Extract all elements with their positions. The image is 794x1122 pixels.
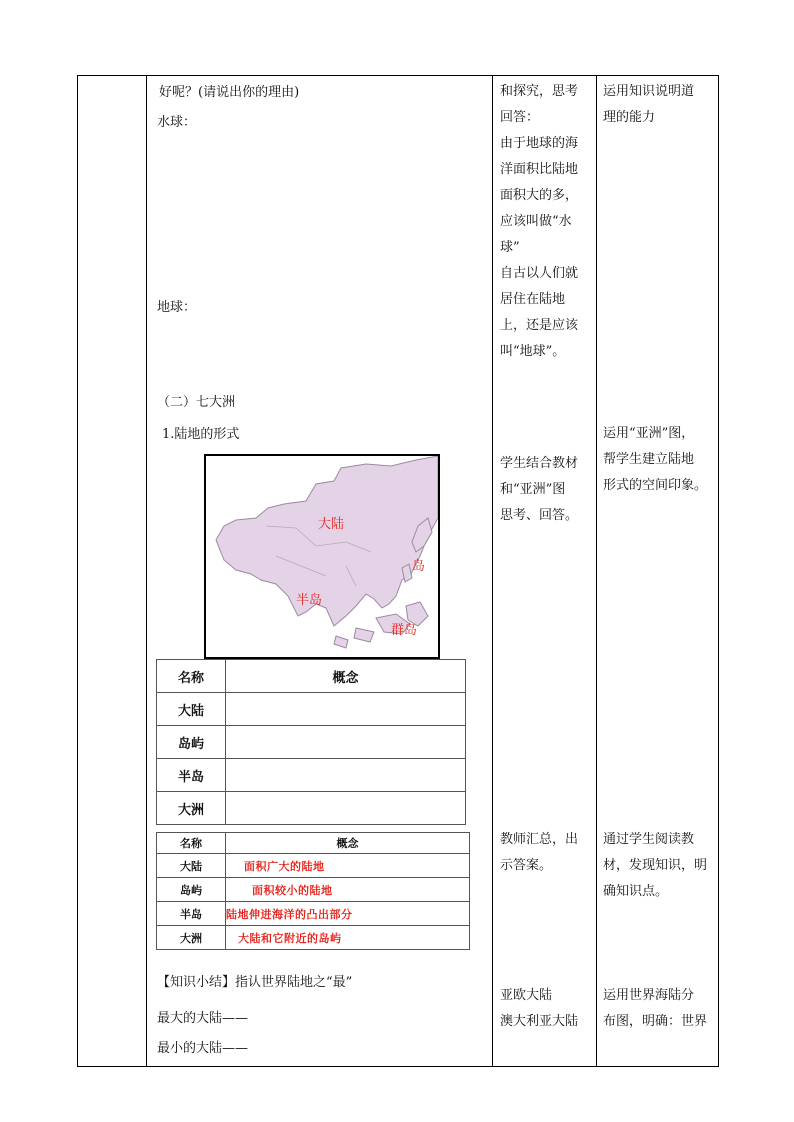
label-continent: 大陆 bbox=[318, 517, 345, 532]
text-line: 运用“亚洲”图， bbox=[603, 426, 695, 441]
table-row bbox=[157, 693, 466, 726]
question-line: 好呢？(请说出你的理由) bbox=[159, 85, 300, 100]
section-heading: （二）七大洲 bbox=[157, 395, 236, 410]
row-concept-answer: 面积广大的陆地 bbox=[226, 854, 470, 878]
row-name: 半岛 bbox=[157, 902, 226, 926]
text-line: 运用世界海陆分 bbox=[603, 988, 695, 1003]
table-header-row bbox=[157, 660, 466, 693]
student-activity-block bbox=[500, 451, 592, 529]
text-line: 由于地球的海 bbox=[500, 136, 579, 151]
row-name: 大洲 bbox=[157, 926, 226, 950]
row-concept-answer: 面积较小的陆地 bbox=[226, 878, 470, 902]
text-line: 运用知识说明道 bbox=[603, 84, 695, 99]
table-row bbox=[157, 854, 470, 878]
student-activity-block bbox=[500, 79, 592, 365]
column-divider bbox=[77, 75, 78, 1067]
column-divider bbox=[146, 75, 147, 1067]
table-row bbox=[157, 902, 470, 926]
text-line: 思考、回答。 bbox=[500, 508, 579, 523]
text-line: 确知识点。 bbox=[603, 884, 669, 899]
lesson-plan-table bbox=[77, 75, 719, 1067]
summary-title: 【知识小结】指认世界陆地之“最” bbox=[157, 975, 353, 990]
text-line: 球” bbox=[500, 240, 520, 255]
design-purpose-block bbox=[603, 827, 715, 905]
design-purpose-block bbox=[603, 79, 715, 131]
text-line: 居住在陆地 bbox=[500, 292, 566, 307]
student-activity-block bbox=[500, 983, 592, 1035]
text-line: 布图，明确：世界 bbox=[603, 1014, 708, 1029]
text-line: 和“亚洲”图 bbox=[500, 482, 566, 497]
table-row bbox=[157, 726, 466, 759]
row-name: 岛屿 bbox=[157, 726, 226, 759]
table-bottom-border bbox=[77, 1066, 719, 1067]
table-row bbox=[157, 792, 466, 825]
text-line: 回答： bbox=[500, 110, 540, 125]
row-name: 大洲 bbox=[157, 792, 226, 825]
row-concept bbox=[226, 759, 466, 792]
label-archipelago: 群岛 bbox=[391, 623, 418, 638]
text-line: 澳大利亚大陆 bbox=[500, 1014, 579, 1029]
row-concept bbox=[226, 792, 466, 825]
row-concept-answer: 陆地伸进海洋的凸出部分 bbox=[226, 902, 470, 926]
column-divider bbox=[596, 75, 597, 1067]
text-line: 理的能力 bbox=[603, 110, 656, 125]
column-divider bbox=[492, 75, 493, 1067]
table-row bbox=[157, 878, 470, 902]
row-name: 半岛 bbox=[157, 759, 226, 792]
table-row bbox=[157, 926, 470, 950]
row-concept bbox=[226, 693, 466, 726]
table-top-border bbox=[77, 75, 719, 76]
row-name: 大陆 bbox=[157, 854, 226, 878]
row-name: 大陆 bbox=[157, 693, 226, 726]
text-line: 上，还是应该 bbox=[500, 318, 579, 333]
design-purpose-block bbox=[603, 983, 715, 1035]
label-peninsula: 半岛 bbox=[296, 593, 323, 608]
asia-map bbox=[204, 454, 440, 659]
student-activity-block bbox=[500, 827, 592, 879]
text-line: 教师汇总，出 bbox=[500, 832, 579, 847]
concept-table-answers bbox=[156, 832, 470, 950]
design-purpose-block bbox=[603, 421, 715, 499]
earth-label: 地球： bbox=[157, 300, 197, 315]
summary-line: 最大的大陆—— bbox=[157, 1011, 249, 1026]
header-name: 名称 bbox=[157, 833, 226, 854]
text-line: 帮学生建立陆地 bbox=[603, 452, 695, 467]
row-concept bbox=[226, 726, 466, 759]
text-line: 自古以人们就 bbox=[500, 266, 579, 281]
text-line: 示答案。 bbox=[500, 858, 553, 873]
row-name: 岛屿 bbox=[157, 878, 226, 902]
subsection-heading: 1.陆地的形式 bbox=[162, 427, 240, 442]
text-line: 面积大的多， bbox=[500, 188, 579, 203]
asia-map-graphic bbox=[206, 456, 438, 657]
header-concept: 概念 bbox=[226, 833, 470, 854]
header-name: 名称 bbox=[157, 660, 226, 693]
table-header-row bbox=[157, 833, 470, 854]
text-line: 亚欧大陆 bbox=[500, 988, 553, 1003]
text-line: 形式的空间印象。 bbox=[603, 478, 708, 493]
text-line: 叫“地球”。 bbox=[500, 344, 566, 359]
table-row bbox=[157, 759, 466, 792]
text-line: 材，发现知识，明 bbox=[603, 858, 708, 873]
text-line: 通过学生阅读教 bbox=[603, 832, 695, 847]
text-line: 学生结合教材 bbox=[500, 456, 579, 471]
water-planet-label: 水球： bbox=[157, 115, 197, 130]
label-island: 岛 bbox=[412, 559, 426, 574]
summary-line: 最小的大陆—— bbox=[157, 1041, 249, 1056]
header-concept: 概念 bbox=[226, 660, 466, 693]
column-divider bbox=[718, 75, 719, 1067]
text-line: 洋面积比陆地 bbox=[500, 162, 579, 177]
text-line: 应该叫做“水 bbox=[500, 214, 572, 229]
row-concept-answer: 大陆和它附近的岛屿 bbox=[226, 926, 470, 950]
text-line: 和探究，思考 bbox=[500, 84, 579, 99]
concept-table-blank bbox=[156, 659, 466, 825]
